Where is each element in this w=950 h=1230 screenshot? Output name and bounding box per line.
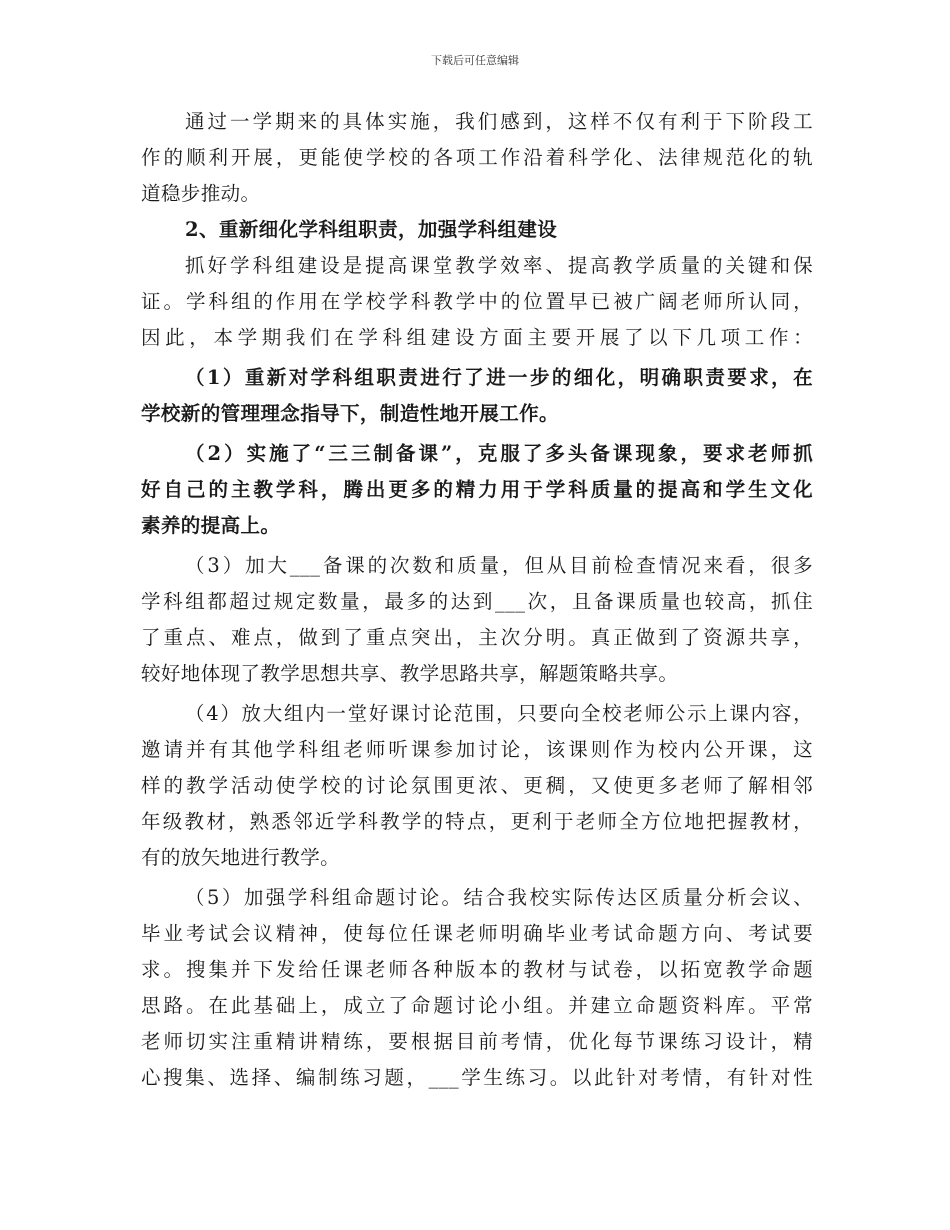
text-line: （2）实施了“三三制备课”，克服了多头备课现象，要求老师抓 [185,442,813,465]
text-line: 学科组都超过规定数量，最多的达到___次，且备课质量也较高，抓住 [141,590,813,613]
paragraph [141,436,813,544]
text-line: 学校新的管理理念指导下，制造性地开展工作。 [141,402,559,425]
text-line: 较好地体现了教学思想共享、教学思路共享，解题策略共享。 [141,662,679,685]
text-line: 老师切实注重精讲精练，要根据目前考情，优化每节课练习设计，精 [141,1030,813,1053]
text-line: 毕业考试会议精神，使每位任课老师明确毕业考试命题方向、考试要 [141,922,813,945]
text-line: （5）加强学科组命题讨论。结合我校实际传达区质量分析会议、 [185,886,813,909]
paragraph [141,360,813,432]
paragraph [141,248,813,356]
text-line: （4）放大组内一堂好课讨论范围，只要向全校老师公示上课内容， [185,702,813,725]
text-line: （3）加大___备课的次数和质量，但从目前检查情况来看，很多 [185,554,813,577]
text-line: 证。学科组的作用在学校学科教学中的位置早已被广阔老师所认同， [141,290,813,313]
page-header: 下载后可任意编辑 [431,54,519,67]
text-line: 好自己的主教学科，腾出更多的精力用于学科质量的提高和学生文化 [141,478,813,501]
paragraph [141,696,813,876]
text-line: 通过一学期来的具体实施，我们感到，这样不仅有利于下阶段工 [185,110,813,133]
text-line: 素养的提高上。 [141,514,281,537]
text-line: 心搜集、选择、编制练习题，___学生练习。以此针对考情，有针对性 [141,1066,813,1089]
text-line: 思路。在此基础上，成立了命题讨论小组。并建立命题资料库。平常 [141,994,813,1017]
text-line: 作的顺利开展，更能使学校的各项工作沿着科学化、法律规范化的轨 [141,146,813,169]
paragraph [141,548,813,692]
paragraph [141,104,813,212]
text-line: 有的放矢地进行教学。 [141,846,341,869]
document-body [141,104,813,1096]
text-line: 因此，本学期我们在学科组建设方面主要开展了以下几项工作： [141,326,813,349]
text-line: 年级教材，熟悉邻近学科教学的特点，更利于老师全方位地把握教材， [141,810,813,833]
text-line: 求。搜集并下发给任课老师各种版本的教材与试卷，以拓宽教学命题 [141,958,813,981]
paragraph [141,880,813,1096]
section-heading: 2、重新细化学科组职责，加强学科组建设 [185,218,558,241]
text-line: 道稳步推动。 [141,182,261,205]
text-line: 抓好学科组建设是提高课堂教学效率、提高教学质量的关键和保 [185,254,813,277]
text-line: 了重点、难点，做到了重点突出，主次分明。真正做到了资源共享， [141,626,813,649]
text-line: 邀请并有其他学科组老师听课参加讨论，该课则作为校内公开课，这 [141,738,813,761]
text-line: （1）重新对学科组职责进行了进一步的细化，明确职责要求，在 [185,366,813,389]
text-line: 样的教学活动使学校的讨论氛围更浓、更稠，又使更多老师了解相邻 [141,774,813,797]
